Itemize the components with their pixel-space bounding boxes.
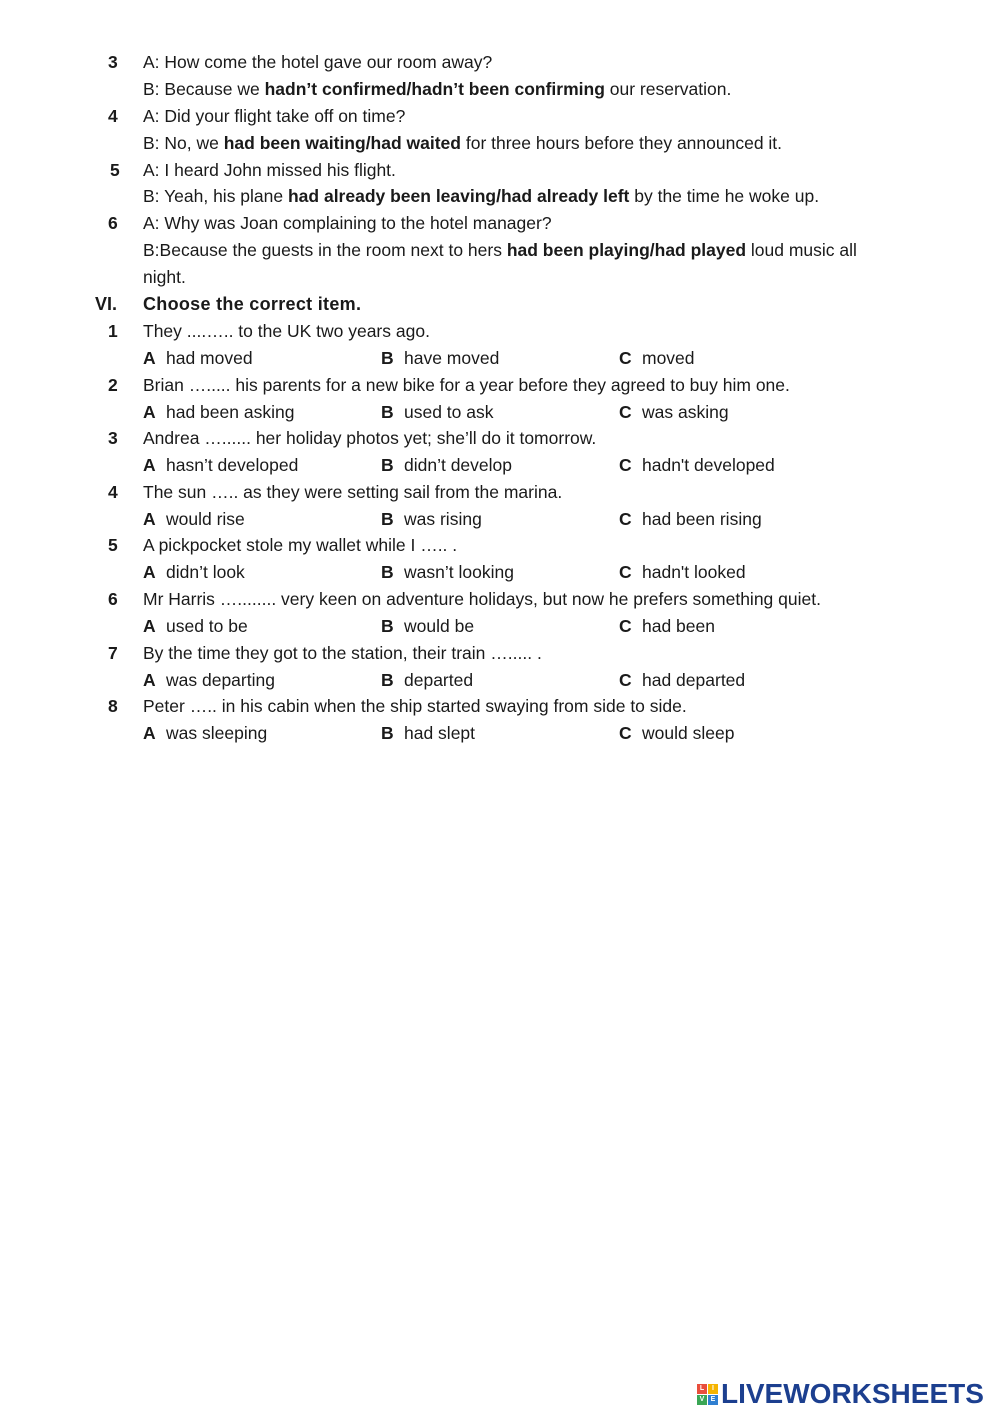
option-letter: C bbox=[619, 616, 632, 636]
line-b-continued: night. bbox=[143, 267, 186, 287]
question-text: A pickpocket stole my wallet while I ….. . bbox=[143, 535, 458, 555]
verb-choice[interactable]: had already been leaving/had already left bbox=[287, 186, 630, 206]
logo-mark-i: I bbox=[708, 1384, 718, 1394]
verb-choice[interactable]: had been playing/had played bbox=[506, 240, 747, 260]
option-letter: C bbox=[619, 455, 632, 475]
line-b: B:Because the guests in the room next to hers had been playing/had played loud music all bbox=[143, 240, 857, 260]
option-text: used to be bbox=[166, 616, 248, 636]
item-number: 4 bbox=[108, 106, 118, 126]
option-letter: A bbox=[143, 348, 156, 368]
question-number: 8 bbox=[108, 696, 118, 716]
option-letter: A bbox=[143, 509, 156, 529]
verb-choice[interactable]: hadn’t confirmed/hadn’t been confirming bbox=[264, 79, 605, 99]
question-text: Brian …..... his parents for a new bike for a year before they agreed to buy him one. bbox=[143, 375, 790, 395]
option-letter: B bbox=[381, 509, 394, 529]
option-text: departed bbox=[404, 670, 474, 690]
logo-mark-icon bbox=[697, 1384, 718, 1405]
logo-mark-e: E bbox=[708, 1395, 718, 1405]
option-b[interactable] bbox=[381, 452, 512, 478]
option-text: was asking bbox=[642, 402, 729, 422]
logo-text: LIVEWORKSHEETS bbox=[721, 1378, 984, 1409]
question-number: 2 bbox=[108, 375, 118, 395]
option-letter: C bbox=[619, 509, 632, 529]
option-letter: C bbox=[619, 670, 632, 690]
option-letter: B bbox=[381, 455, 394, 475]
question-number: 1 bbox=[108, 321, 118, 341]
option-text: had been rising bbox=[642, 509, 762, 529]
option-letter: A bbox=[143, 562, 156, 582]
option-letter: B bbox=[381, 616, 394, 636]
line-a: A: I heard John missed his flight. bbox=[143, 160, 396, 180]
question-text: They ....….. to the UK two years ago. bbox=[143, 321, 430, 341]
option-text: have moved bbox=[404, 348, 500, 368]
option-b[interactable] bbox=[381, 345, 499, 371]
option-b[interactable] bbox=[381, 613, 474, 639]
option-letter: C bbox=[619, 723, 632, 743]
option-letter: A bbox=[143, 616, 156, 636]
line-a: A: Why was Joan complaining to the hotel manager? bbox=[143, 213, 552, 233]
option-text: hadn't developed bbox=[642, 455, 775, 475]
option-a[interactable] bbox=[143, 345, 253, 371]
option-a[interactable] bbox=[143, 559, 245, 585]
option-c[interactable] bbox=[619, 345, 695, 371]
line-a: A: How come the hotel gave our room away? bbox=[143, 52, 493, 72]
question-number: 5 bbox=[108, 535, 118, 555]
option-letter: C bbox=[619, 402, 632, 422]
option-letter: B bbox=[381, 348, 394, 368]
option-b[interactable] bbox=[381, 506, 482, 532]
option-text: was departing bbox=[166, 670, 275, 690]
option-letter: A bbox=[143, 723, 156, 743]
option-text: hadn't looked bbox=[642, 562, 746, 582]
option-a[interactable] bbox=[143, 399, 294, 425]
option-b[interactable] bbox=[381, 667, 473, 693]
option-a[interactable] bbox=[143, 667, 275, 693]
option-letter: A bbox=[143, 455, 156, 475]
option-text: had moved bbox=[166, 348, 253, 368]
option-letter: A bbox=[143, 402, 156, 422]
logo-mark-l: L bbox=[697, 1384, 707, 1394]
option-c[interactable] bbox=[619, 613, 715, 639]
option-c[interactable] bbox=[619, 667, 745, 693]
option-letter: A bbox=[143, 670, 156, 690]
option-text: used to ask bbox=[404, 402, 494, 422]
option-text: had departed bbox=[642, 670, 746, 690]
option-c[interactable] bbox=[619, 452, 775, 478]
section-number: VI. bbox=[95, 294, 118, 314]
option-c[interactable] bbox=[619, 720, 734, 746]
question-text: By the time they got to the station, their train …..... . bbox=[143, 643, 542, 663]
option-c[interactable] bbox=[619, 399, 729, 425]
option-letter: B bbox=[381, 562, 394, 582]
question-number: 3 bbox=[108, 428, 118, 448]
option-letter: B bbox=[381, 402, 394, 422]
option-b[interactable] bbox=[381, 559, 514, 585]
question-text: Peter ….. in his cabin when the ship started swaying from side to side. bbox=[143, 696, 687, 716]
option-a[interactable] bbox=[143, 506, 245, 532]
logo-mark-v: V bbox=[697, 1395, 707, 1405]
item-number: 3 bbox=[108, 52, 118, 72]
option-a[interactable] bbox=[143, 613, 248, 639]
question-number: 4 bbox=[108, 482, 118, 502]
option-b[interactable] bbox=[381, 720, 475, 746]
option-text: moved bbox=[642, 348, 695, 368]
option-text: didn’t develop bbox=[404, 455, 512, 475]
line-b: B: Because we hadn’t confirmed/hadn’t been confirming our reservation. bbox=[143, 79, 732, 99]
question-text: The sun ….. as they were setting sail from the marina. bbox=[143, 482, 563, 502]
option-text: hasn’t developed bbox=[166, 455, 299, 475]
option-text: didn’t look bbox=[166, 562, 245, 582]
option-b[interactable] bbox=[381, 399, 494, 425]
question-number: 7 bbox=[108, 643, 118, 663]
option-a[interactable] bbox=[143, 720, 267, 746]
option-text: was rising bbox=[404, 509, 482, 529]
question-text: Mr Harris …........ very keen on adventure holidays, but now he prefers something quiet. bbox=[143, 589, 821, 609]
option-c[interactable] bbox=[619, 506, 762, 532]
option-letter: C bbox=[619, 562, 632, 582]
option-c[interactable] bbox=[619, 559, 746, 585]
verb-choice[interactable]: had been waiting/had waited bbox=[223, 133, 461, 153]
question-text: Andrea …...... her holiday photos yet; she’ll do it tomorrow. bbox=[143, 428, 597, 448]
item-number: 6 bbox=[108, 213, 118, 233]
option-text: wasn’t looking bbox=[404, 562, 514, 582]
liveworksheets-logo bbox=[697, 1378, 984, 1410]
line-b: B: Yeah, his plane had already been leaving/had already left by the time he woke up. bbox=[143, 186, 820, 206]
section-title: Choose the correct item. bbox=[143, 294, 362, 314]
line-a: A: Did your flight take off on time? bbox=[143, 106, 406, 126]
option-a[interactable] bbox=[143, 452, 298, 478]
option-text: would sleep bbox=[642, 723, 735, 743]
line-b: B: No, we had been waiting/had waited for three hours before they announced it. bbox=[143, 133, 783, 153]
option-text: had been asking bbox=[166, 402, 295, 422]
item-number: 5 bbox=[110, 160, 120, 180]
option-letter: B bbox=[381, 670, 394, 690]
option-text: had been bbox=[642, 616, 715, 636]
option-text: would be bbox=[404, 616, 475, 636]
option-letter: B bbox=[381, 723, 394, 743]
option-text: was sleeping bbox=[166, 723, 268, 743]
option-text: would rise bbox=[166, 509, 245, 529]
question-number: 6 bbox=[108, 589, 118, 609]
option-text: had slept bbox=[404, 723, 476, 743]
option-letter: C bbox=[619, 348, 632, 368]
